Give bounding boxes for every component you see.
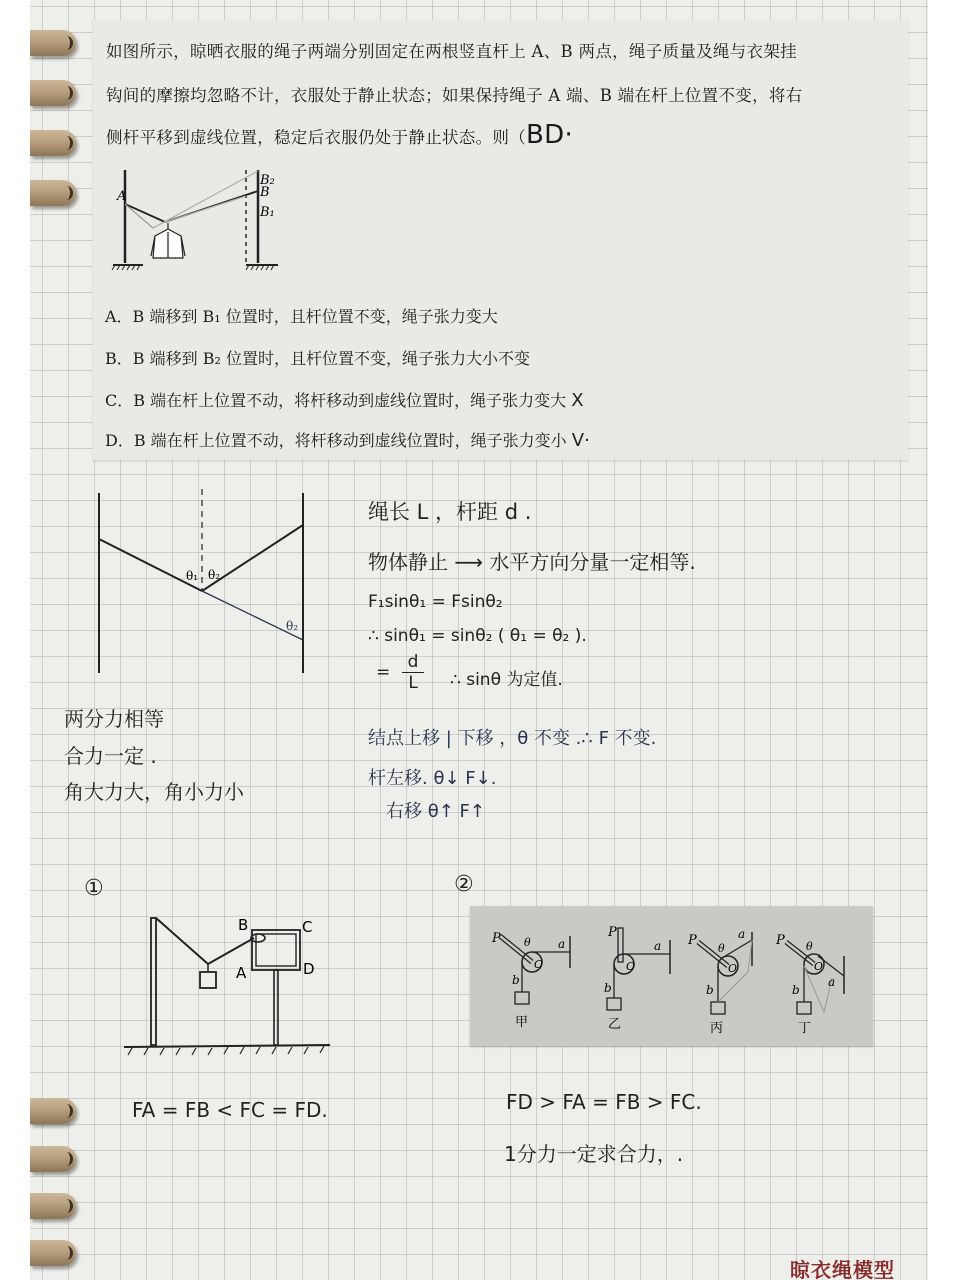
option-C: C．B 端在杆上位置不动，将杆移动到虚线位置时，绳子张力变大 X: [105, 390, 584, 411]
svg-text:a: a: [558, 937, 566, 951]
note-line: 绳长 L ，杆距 d .: [368, 500, 532, 524]
svg-text:P: P: [608, 925, 617, 940]
svg-text:b: b: [512, 973, 520, 987]
case1-label-A: A: [236, 964, 247, 982]
case2-note: 1分力一定求合力，.: [504, 1142, 684, 1166]
svg-text:b: b: [706, 983, 714, 997]
problem-stem-line: 钩间的摩擦均忽略不计，衣服处于静止状态；如果保持绳子 A 端、B 端在杆上位置不变，将右: [106, 86, 803, 105]
spiral-ring: [30, 130, 76, 156]
caption-jia: 甲: [515, 1015, 529, 1030]
problem-stem-line: 侧杆平移到虚线位置，稳定后衣服仍处于静止状态。则（BD·: [106, 120, 574, 150]
case1-label-C: C: [302, 918, 313, 936]
note-blue: 结点上移 | 下移 ，θ 不变 .∴ F 不变.: [368, 728, 657, 749]
svg-text:a: a: [738, 927, 746, 941]
label-A: A: [117, 189, 127, 204]
fraction-d-over-L: = $\frac{d}{L}$: [376, 652, 430, 693]
spiral-ring: [30, 1098, 76, 1124]
rope-angle-diagram: [90, 485, 320, 680]
svg-text:a: a: [654, 939, 662, 953]
note-left: 角大力大，角小力小: [64, 780, 244, 804]
wrong-mark: X: [571, 390, 584, 411]
panel-ding: [775, 933, 844, 1036]
option-D: D．B 端在杆上位置不动，将杆移动到虚线位置时，绳子张力变小 V·: [105, 430, 590, 451]
case1-label-D: D: [303, 960, 315, 978]
svg-text:O: O: [814, 960, 824, 973]
panel-jia: [491, 931, 570, 1030]
printed-problem-card: [93, 20, 908, 460]
pulley-panels: [470, 906, 873, 1046]
option-B: B．B 端移到 B₂ 位置时，且杆位置不变，绳子张力大小不变: [105, 349, 530, 368]
svg-text:b: b: [604, 981, 612, 995]
spiral-ring: [30, 180, 76, 206]
svg-text:O: O: [626, 960, 636, 973]
svg-text:a: a: [828, 975, 836, 989]
option-A: A．B 端移到 B₁ 位置时，且杆位置不变，绳子张力变大: [105, 307, 498, 326]
handwritten-answer: BD·: [526, 120, 574, 150]
caption-bing: 丙: [710, 1021, 724, 1036]
spiral-ring: [30, 30, 76, 56]
case1-label-B: B: [238, 916, 249, 934]
problem-stem-line: 如图所示，晾晒衣服的绳子两端分别固定在两根竖直杆上 A、B 两点，绳子质量及绳与衣架挂: [106, 42, 797, 61]
note-left: 两分力相等: [64, 707, 164, 731]
clothesline-figure: [103, 160, 303, 275]
note-line: 物体静止 ⟶ 水平方向分量一定相等.: [368, 550, 696, 574]
spiral-ring: [30, 1146, 76, 1172]
svg-text:P: P: [492, 931, 501, 946]
correct-mark: V·: [571, 430, 590, 451]
caption-yi: 乙: [608, 1017, 622, 1032]
footer-stamp: 晾衣绳模型: [790, 1258, 895, 1282]
note-blue: 杆左移. θ↓ F↓.: [368, 768, 497, 789]
label-B2: B₂: [260, 173, 275, 188]
panel-bing: [687, 927, 752, 1036]
svg-text:P: P: [776, 933, 785, 948]
panel-yi: [604, 925, 670, 1032]
note-left: 合力一定 .: [64, 744, 157, 768]
svg-text:θ: θ: [718, 942, 725, 955]
svg-text:θ: θ: [524, 936, 531, 949]
case2-result: FD > FA = FB > FC.: [506, 1090, 702, 1114]
theta1-label: θ₁: [186, 569, 199, 583]
note-blue: 右移 θ↑ F↑: [386, 801, 485, 822]
case2-number: ②: [454, 872, 474, 897]
svg-text:θ: θ: [806, 940, 813, 953]
svg-text:b: b: [792, 983, 800, 997]
label-B1: B₁: [260, 205, 275, 220]
case1-result: FA = FB < FC = FD.: [132, 1098, 328, 1122]
spiral-ring: [30, 1240, 76, 1266]
spiral-ring: [30, 80, 76, 106]
note-line: F₁sinθ₁ = Fsinθ₂: [368, 592, 503, 612]
case1-number: ①: [84, 876, 104, 901]
svg-text:O: O: [728, 962, 738, 975]
svg-text:P: P: [688, 933, 697, 948]
hanging-clothes-icon: [151, 223, 185, 258]
note-line: ∴ sinθ₁ = sinθ₂ ( θ₁ = θ₂ ).: [368, 626, 587, 646]
theta2-label: θ₂: [208, 568, 221, 582]
caption-ding: 丁: [798, 1021, 812, 1036]
theta-low-label: θ₂: [286, 619, 299, 633]
case2-printed-figure: [470, 906, 873, 1046]
spiral-ring: [30, 1193, 76, 1219]
svg-text:O: O: [534, 958, 544, 971]
note-line: ∴ sinθ 为定值.: [450, 670, 563, 690]
case1-diagram: [120, 910, 340, 1060]
label-B: B: [260, 185, 270, 200]
